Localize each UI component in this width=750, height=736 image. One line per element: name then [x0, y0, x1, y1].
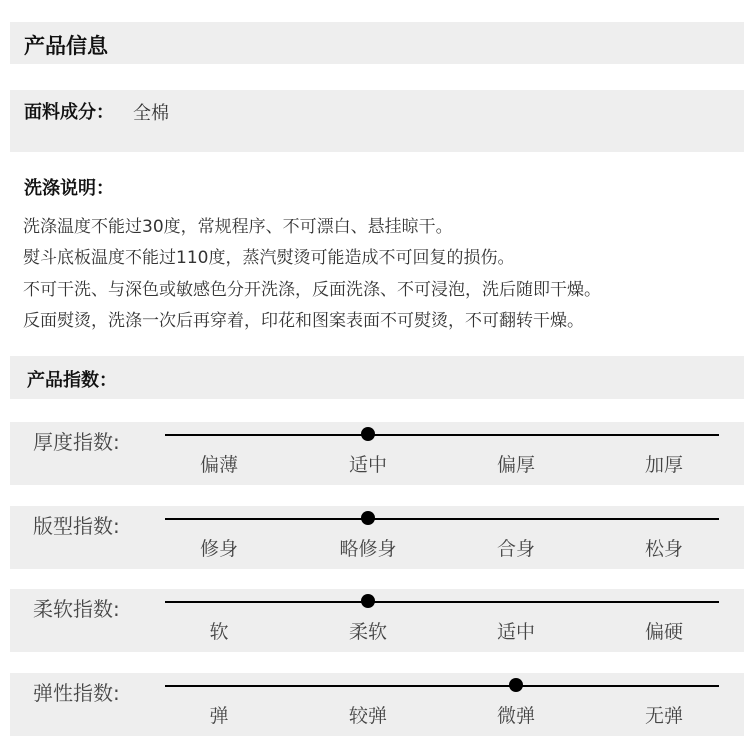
index-option: 较弹	[348, 705, 387, 727]
index-option: 适中	[348, 454, 387, 476]
index-option: 软	[209, 621, 229, 643]
index-option: 偏硬	[644, 621, 683, 643]
washing-line: 反面熨烫，洗涤一次后再穿着，印花和图案表面不可熨烫，不可翻转干燥。	[23, 311, 584, 331]
index-option: 合身	[496, 538, 535, 560]
index-row	[10, 422, 744, 485]
product-index-title: 产品指数：	[27, 370, 117, 391]
index-marker	[361, 594, 375, 608]
index-marker	[509, 678, 523, 692]
index-option: 柔软	[348, 621, 387, 643]
index-row	[10, 673, 744, 736]
index-option: 无弹	[644, 705, 683, 727]
product-info-header	[10, 22, 744, 64]
index-row	[10, 589, 744, 652]
index-row	[10, 506, 744, 569]
index-option: 略修身	[339, 538, 397, 560]
fabric-section	[10, 90, 744, 152]
index-option: 弹	[209, 705, 229, 727]
index-option: 松身	[644, 538, 683, 560]
product-index-header	[10, 356, 744, 399]
index-option: 偏厚	[496, 454, 535, 476]
index-track	[165, 434, 719, 436]
index-label: 版型指数:	[33, 514, 120, 538]
index-option: 微弹	[496, 705, 535, 727]
washing-line: 不可干洗、与深色或敏感色分开洗涤，反面洗涤、不可浸泡，洗后随即干燥。	[23, 280, 601, 300]
page-title: 产品信息	[24, 34, 108, 58]
index-track	[165, 685, 719, 687]
index-label: 弹性指数:	[33, 681, 120, 705]
fabric-value: 全棉	[133, 103, 169, 124]
index-track	[165, 601, 719, 603]
washing-line: 熨斗底板温度不能过110度，蒸汽熨烫可能造成不可回复的损伤。	[23, 248, 515, 268]
index-option: 适中	[496, 621, 535, 643]
index-label: 厚度指数:	[33, 430, 120, 454]
fabric-label: 面料成分：	[24, 102, 114, 123]
index-marker	[361, 427, 375, 441]
index-option: 加厚	[644, 454, 683, 476]
washing-line: 洗涤温度不能过30度，常规程序、不可漂白、悬挂晾干。	[23, 217, 453, 237]
index-label: 柔软指数:	[33, 597, 120, 621]
index-option: 修身	[199, 538, 238, 560]
washing-title: 洗涤说明：	[24, 178, 114, 199]
index-marker	[361, 511, 375, 525]
index-option: 偏薄	[199, 454, 238, 476]
index-track	[165, 518, 719, 520]
